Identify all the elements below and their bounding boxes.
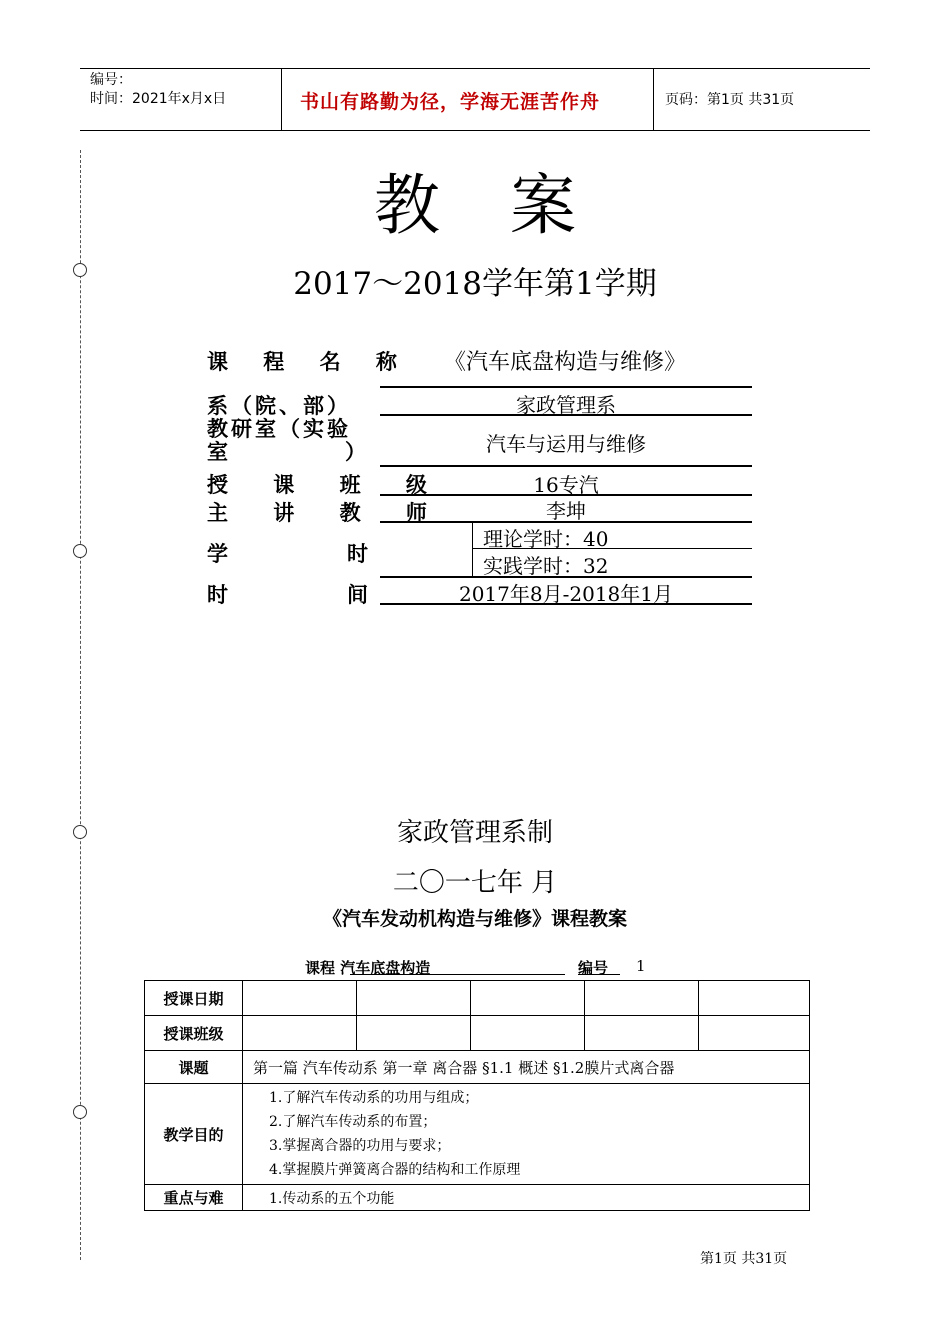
class-label: 授 课 班 级 xyxy=(207,473,446,497)
table-cell xyxy=(357,981,471,1016)
table-cell xyxy=(471,1016,585,1051)
office-label-2: 室 xyxy=(207,440,228,464)
objective-item: 4.掌握膜片弹簧离合器的结构和工作原理 xyxy=(269,1162,521,1178)
table-cell xyxy=(585,1016,699,1051)
motto: 书山有路勤为径，学海无涯苦作舟 xyxy=(300,91,601,113)
period-label-1: 时 xyxy=(207,583,228,607)
binding-line xyxy=(80,150,81,1260)
table-cell xyxy=(699,1016,810,1051)
number-label: 编号： xyxy=(90,72,132,88)
rule xyxy=(578,974,620,975)
cover-date: 二〇一七年 月 xyxy=(392,868,558,898)
objective-item: 1.了解汽车传动系的功用与组成； xyxy=(269,1090,479,1106)
rule xyxy=(380,465,752,467)
rule xyxy=(472,522,473,576)
objective-item: 3.掌握离合器的功用与要求； xyxy=(269,1138,451,1154)
course-name-value: 《汽车底盘构造与维修》 xyxy=(443,350,686,375)
binding-hole-icon xyxy=(73,544,87,558)
table-cell xyxy=(357,1016,471,1051)
plan-title: 《汽车发动机构造与维修》课程教案 xyxy=(322,908,627,930)
period-label-2: 间 xyxy=(347,583,368,607)
office-value: 汽车与运用与维修 xyxy=(486,432,646,456)
lesson-table xyxy=(144,980,810,1211)
key-points-label: 重点与难 xyxy=(145,1185,243,1211)
term: 2017～2018学年第1学期 xyxy=(293,266,657,302)
objective-item: 2.了解汽车传动系的布置； xyxy=(269,1114,437,1130)
plan-number-label: 编号 xyxy=(578,959,609,977)
dept-value: 家政管理系 xyxy=(516,393,616,417)
class-row-label: 授课班级 xyxy=(145,1016,243,1051)
rule xyxy=(380,603,752,605)
rule xyxy=(350,974,565,975)
office-label-1: 教研室（实验 xyxy=(207,417,351,441)
plan-number-value: 1 xyxy=(636,957,646,975)
office-label-3: ） xyxy=(345,440,366,464)
hours-label-1: 学 xyxy=(207,542,228,566)
table-cell xyxy=(471,981,585,1016)
teacher-label: 主 讲 教 师 xyxy=(207,501,446,525)
period-value: 2017年8月-2018年1月 xyxy=(458,582,673,606)
rule xyxy=(380,414,752,416)
topic-value: 第一篇 汽车传动系 第一章 离合器 §1.1 概述 §1.2膜片式离合器 xyxy=(243,1051,810,1084)
plan-course: 课程 汽车底盘构造 xyxy=(305,959,431,977)
objectives-cell xyxy=(243,1084,810,1185)
header-divider xyxy=(281,69,282,130)
course-name-label: 课 程 名 称 xyxy=(207,350,411,374)
table-cell xyxy=(243,981,357,1016)
table-cell xyxy=(699,981,810,1016)
organization: 家政管理系制 xyxy=(396,818,553,848)
table-cell xyxy=(585,981,699,1016)
page-header xyxy=(80,68,870,131)
date-label: 授课日期 xyxy=(145,981,243,1016)
page-footer: 第1页 共31页 xyxy=(700,1251,788,1267)
table-cell xyxy=(243,1016,357,1051)
cover-title: 教案 xyxy=(374,167,646,244)
header-page-info: 页码：第1页 共31页 xyxy=(665,92,795,108)
rule xyxy=(380,386,752,388)
hours-label-2: 时 xyxy=(347,542,368,566)
class-value: 16专汽 xyxy=(533,473,599,497)
time-label: 时间：2021年x月x日 xyxy=(90,91,227,107)
header-divider xyxy=(653,69,654,130)
key-points-value: 1.传动系的五个功能 xyxy=(243,1185,810,1211)
dept-label: 系（院、部） xyxy=(207,394,351,418)
teacher-value: 李坤 xyxy=(546,499,586,523)
theory-hours: 理论学时：40 xyxy=(483,527,609,551)
practice-hours: 实践学时：32 xyxy=(483,554,609,578)
binding-hole-icon xyxy=(73,1105,87,1119)
rule xyxy=(472,548,752,549)
topic-label: 课题 xyxy=(145,1051,243,1084)
objectives-label: 教学目的 xyxy=(145,1084,243,1185)
header-meta xyxy=(90,71,226,109)
